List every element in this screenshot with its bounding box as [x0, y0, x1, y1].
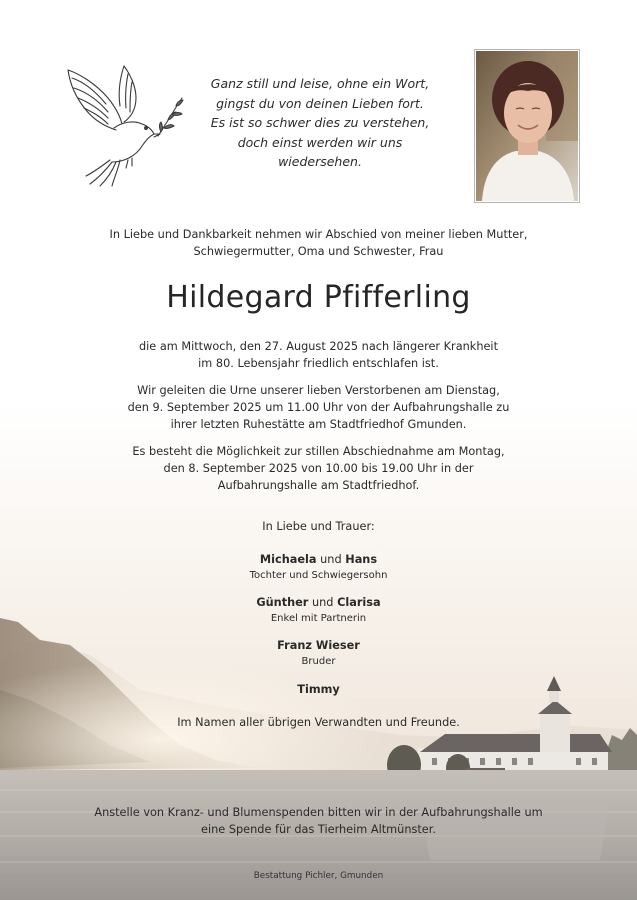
intro-line: In Liebe und Dankbarkeit nehmen wir Abschied von meiner lieben Mutter, — [109, 228, 528, 241]
mourner-relation: Enkel mit Partnerin — [270, 613, 367, 624]
donation-line: Anstelle von Kranz- und Blumenspenden bitten wir in der Aufbahrungshalle um — [94, 806, 543, 819]
mourner-entry — [0, 595, 637, 626]
farewell-line: den 8. September 2025 von 10.00 bis 19.00 Uhr in der — [163, 462, 474, 475]
poem-line: Es ist so schwer dies zu verstehen, — [210, 115, 430, 130]
poem-line: gingst du von deinen Lieben fort. — [216, 95, 424, 111]
name-connector: und — [320, 553, 342, 566]
funeral-line: ihrer letzten Ruhestätte am Stadtfriedhof Gmunden. — [170, 418, 467, 431]
farewell-line: Aufbahrungshalle am Stadtfriedhof. — [217, 479, 420, 492]
mourner-names — [0, 682, 637, 698]
dove-with-olive-branch-icon — [66, 64, 186, 188]
mourner-relation: Bruder — [301, 656, 336, 667]
intro-line: Schwiegermutter, Oma und Schwester, Frau — [193, 245, 444, 258]
donation-request — [0, 804, 637, 838]
funeral-line: den 9. September 2025 um 11.00 Uhr von der Aufbahrungshalle zu — [127, 401, 510, 414]
name-connector: und — [311, 596, 334, 609]
mourner-name: Hans — [345, 553, 378, 566]
mourner-entry — [0, 638, 637, 669]
mourner-name: Timmy — [297, 683, 340, 696]
funeral-home-credit: Bestattung Pichler, Gmunden — [253, 871, 384, 881]
mourner-entry — [0, 552, 637, 583]
funeral-line: Wir geleiten die Urne unserer lieben Verstorbenen am Dienstag, — [137, 384, 500, 397]
memorial-poem — [185, 74, 455, 172]
mourning-heading: In Liebe und Trauer: — [262, 520, 375, 533]
mourner-relation: Tochter und Schwiegersohn — [249, 570, 388, 581]
mourner-names — [0, 552, 637, 568]
intro-text — [0, 226, 637, 260]
poem-line: Ganz still und leise, ohne ein Wort, — [210, 76, 430, 91]
funeral-text — [0, 382, 637, 433]
portrait-photo — [474, 49, 580, 203]
mourner-names — [0, 638, 637, 654]
death-notice-text — [0, 338, 637, 372]
farewell-text — [0, 443, 637, 494]
poem-line: doch einst werden wir uns — [237, 134, 403, 150]
farewell-line: Es besteht die Möglichkeit zur stillen Abschiednahme am Montag, — [132, 445, 505, 458]
mourner-entry — [0, 682, 637, 698]
death-notice-line: im 80. Lebensjahr friedlich entschlafen ist. — [198, 357, 439, 370]
portrait-image — [476, 51, 578, 201]
relatives-note: Im Namen aller übrigen Verwandten und Freunde. — [177, 716, 460, 729]
mourner-name: Clarisa — [337, 596, 381, 609]
mourner-names — [0, 595, 637, 611]
donation-line: eine Spende für das Tierheim Altmünster. — [201, 823, 436, 836]
death-notice-line: die am Mittwoch, den 27. August 2025 nach längerer Krankheit — [138, 340, 499, 353]
mourner-name: Franz Wieser — [277, 639, 360, 652]
poem-line: wiedersehen. — [278, 154, 362, 169]
mourner-name: Günther — [256, 596, 309, 609]
mourner-name: Michaela — [259, 553, 317, 566]
deceased-name: Hildegard Pfifferling — [166, 280, 471, 315]
